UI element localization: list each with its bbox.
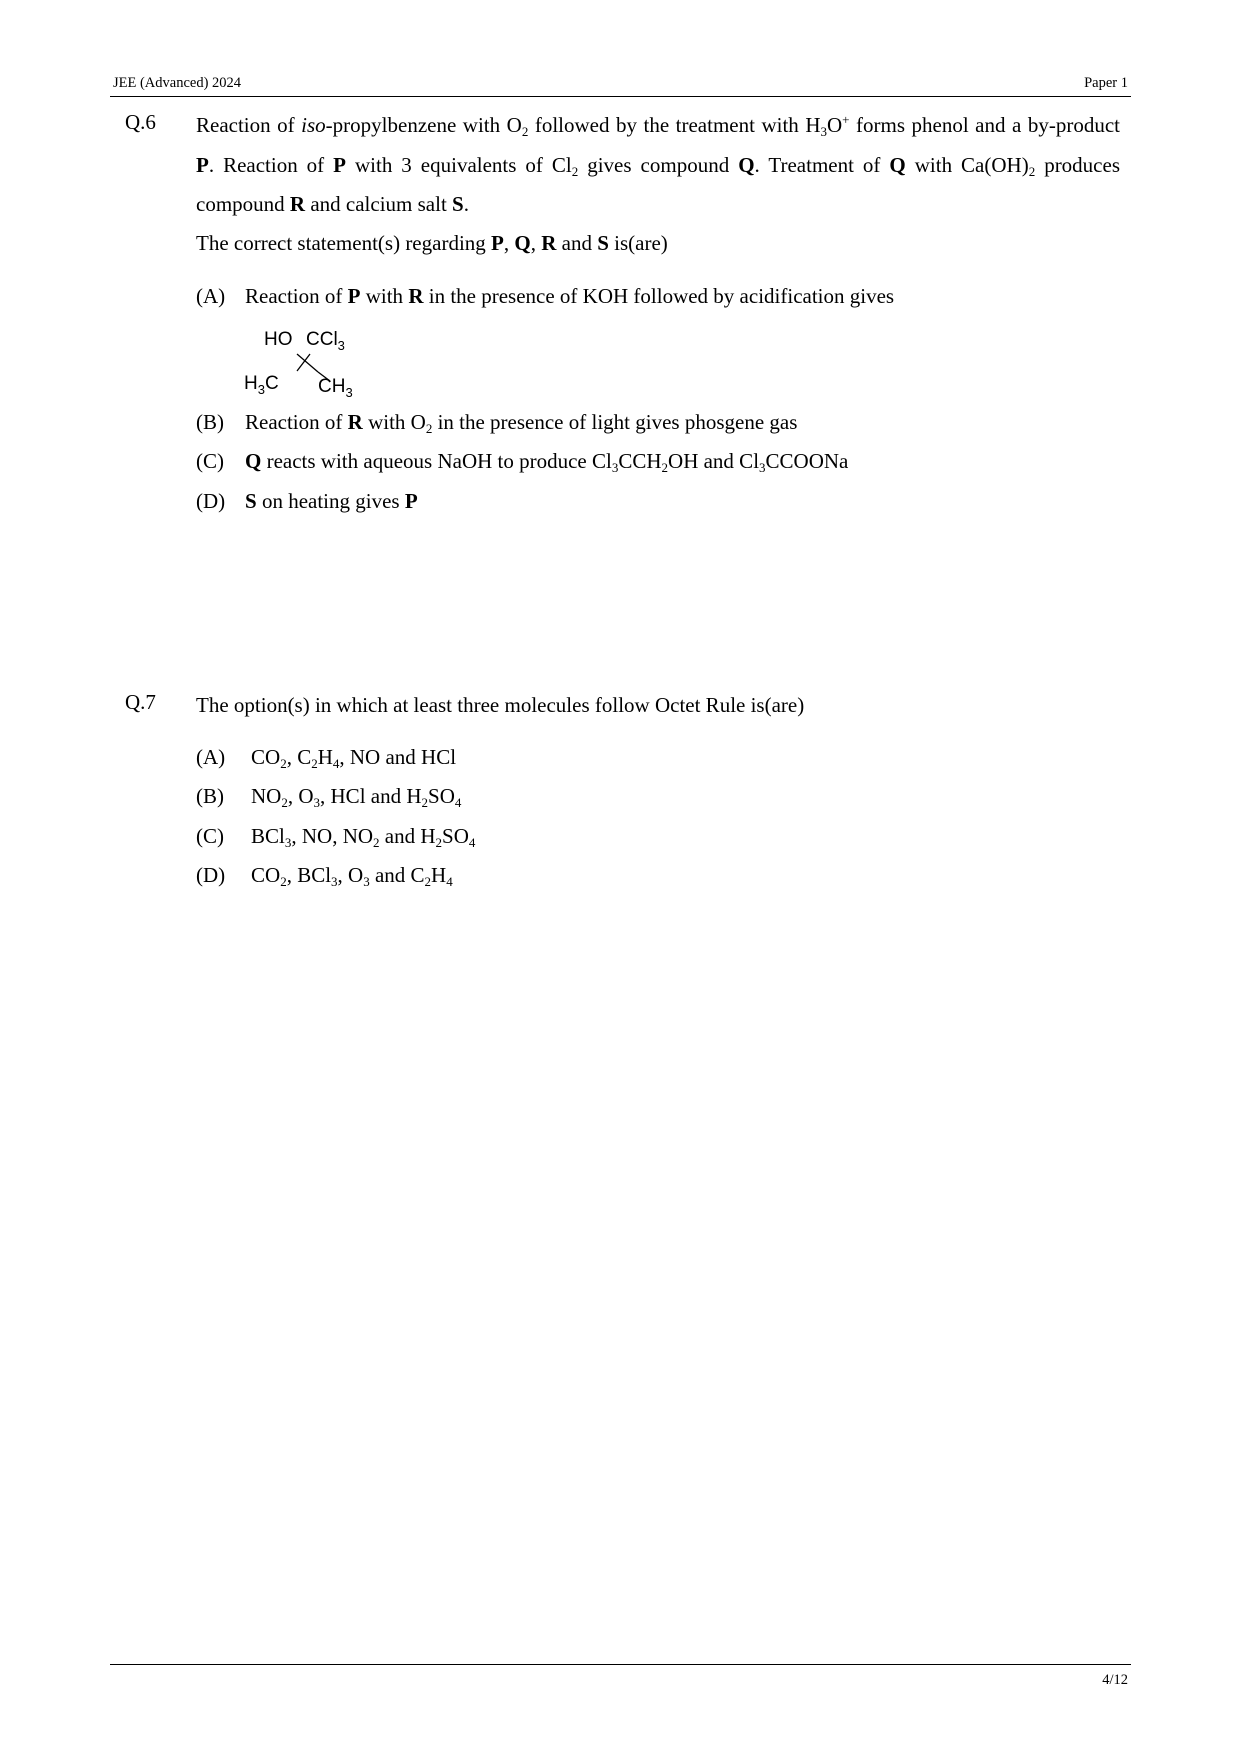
page-number: 4/12 xyxy=(1102,1672,1128,1688)
option-label: (C) xyxy=(196,824,224,848)
option-label: (D) xyxy=(196,863,226,887)
option-d[interactable] xyxy=(196,489,418,514)
option-a[interactable] xyxy=(196,745,456,770)
option-label: (B) xyxy=(196,784,224,808)
option-c[interactable] xyxy=(196,449,848,474)
question-stem: Reaction of iso-propylbenzene with $O_2$ followed by the treatment with $H_3O^+$ forms phenol and a by-product P. Reaction of P with 3 equivalents of $Cl_2$ gives compound Q. Treatment of Q with $Ca(OH)_2$ produces compound R and calcium salt S. xyxy=(196,112,1120,216)
option-label: (C) xyxy=(196,449,224,473)
chemical-structure xyxy=(240,323,380,403)
option-c[interactable] xyxy=(196,824,475,849)
option-text: $CO_2$, BCl$_3$, $O_3$ and $C_2H_4$ xyxy=(251,863,453,889)
option-text: $CO_2$, $C_2H_4$, NO and HCl xyxy=(251,745,457,771)
option-label: (A) xyxy=(196,284,226,308)
question-stem: The option(s) in which at least three molecules follow Octet Rule is(are) xyxy=(196,693,805,717)
structure-oh: HO xyxy=(264,329,293,350)
option-d[interactable] xyxy=(196,863,453,888)
option-a[interactable] xyxy=(196,284,894,309)
option-text: $NO_2$, $O_3$, HCl and $H_2SO_4$ xyxy=(251,784,462,810)
question-number: Q.7 xyxy=(125,690,156,714)
option-label: (A) xyxy=(196,745,226,769)
option-text: Reaction of P with R in the presence of KOH followed by acidification gives xyxy=(245,284,895,308)
option-text: S on heating gives P xyxy=(245,489,418,513)
svg-text:H3C: $H_3C$ xyxy=(244,373,279,397)
option-label: (B) xyxy=(196,410,224,434)
option-text: Reaction of R with $O_2$ in the presence of light gives phosgene gas xyxy=(245,410,798,436)
header-exam-title: JEE (Advanced) 2024 xyxy=(113,75,242,91)
question-number: Q.6 xyxy=(125,110,156,134)
option-label: (D) xyxy=(196,489,226,513)
header-divider xyxy=(110,96,1131,97)
option-text: Q reacts with aqueous NaOH to produce $Cl_3CCH_2OH$ and $Cl_3CCOONa$ xyxy=(245,449,849,475)
svg-text:CH3: $CH_3$ xyxy=(318,376,353,400)
header-paper-label: Paper 1 xyxy=(1084,75,1128,91)
option-b[interactable] xyxy=(196,784,461,809)
footer-divider xyxy=(110,1664,1131,1665)
option-text: BCl$_3$, NO, $NO_2$ and $H_2SO_4$ xyxy=(251,824,476,850)
question-prompt: The correct statement(s) regarding P, Q, R and S is(are) xyxy=(196,231,668,255)
svg-text:CCl3: CCl$_3$ xyxy=(306,329,345,353)
option-b[interactable] xyxy=(196,410,797,435)
